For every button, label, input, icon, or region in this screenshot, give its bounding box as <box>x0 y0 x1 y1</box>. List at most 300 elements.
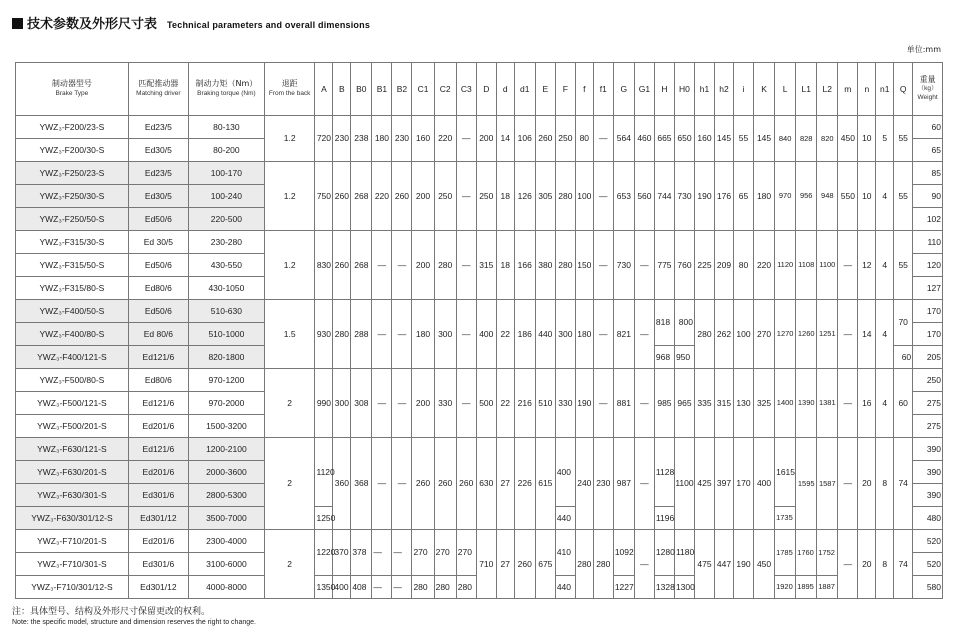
dim-cell: 55 <box>733 116 753 162</box>
header-col: n1 <box>876 63 894 116</box>
dim-cell: 1180 <box>674 530 694 576</box>
dim-cell: 830 <box>315 231 333 300</box>
weight-cell: 90 <box>913 185 943 208</box>
dim-cell: 730 <box>674 162 694 231</box>
back-cell: 2 <box>264 530 315 599</box>
dim-cell: 100 <box>575 162 593 231</box>
dim-cell: 305 <box>535 162 555 231</box>
dim-cell: 1092 <box>613 530 634 576</box>
header-col: Q <box>894 63 913 116</box>
dim-cell: 828 <box>796 116 817 162</box>
dim-cell: 564 <box>613 116 634 162</box>
model-cell: YWZ₃-F200/30-S <box>16 139 129 162</box>
dim-cell: — <box>456 300 476 369</box>
dim-cell: 200 <box>412 231 434 300</box>
dim-cell: 1100 <box>674 438 694 530</box>
header-col: K <box>754 63 775 116</box>
model-cell: YWZ₃-F630/301/12-S <box>16 507 129 530</box>
dim-cell: 230 <box>333 116 351 162</box>
torque-cell: 2000-3600 <box>188 461 264 484</box>
dim-cell: 8 <box>876 530 894 599</box>
header-col: B2 <box>392 63 412 116</box>
dim-cell: 4 <box>876 300 894 369</box>
model-cell: YWZ₃-F710/201-S <box>16 530 129 553</box>
dim-cell: — <box>392 438 412 530</box>
dim-cell: 240 <box>575 438 593 530</box>
dim-cell: 630 <box>476 438 496 530</box>
header-col: C2 <box>434 63 456 116</box>
dim-cell: 956 <box>796 162 817 231</box>
dim-cell: 8 <box>876 438 894 530</box>
dim-cell: 270 <box>754 300 775 369</box>
header-col: m <box>838 63 858 116</box>
header-col: F <box>555 63 575 116</box>
driver-cell: Ed30/5 <box>128 139 188 162</box>
dim-cell: 930 <box>315 300 333 369</box>
dim-cell: 74 <box>894 438 913 530</box>
dim-cell: 260 <box>392 162 412 231</box>
dim-cell: — <box>593 231 613 300</box>
title-en: Technical parameters and overall dimensions <box>167 20 371 30</box>
driver-cell: Ed 80/6 <box>128 323 188 346</box>
dim-cell: 1280 <box>654 530 674 576</box>
model-cell: YWZ₃-F200/23-S <box>16 116 129 139</box>
dim-cell: 1120 <box>315 438 333 507</box>
dim-cell: 106 <box>514 116 535 162</box>
dim-cell: — <box>372 530 392 576</box>
dim-cell: 260 <box>412 438 434 530</box>
weight-cell: 275 <box>913 415 943 438</box>
dim-cell: 360 <box>333 438 351 530</box>
dim-cell: 260 <box>333 162 351 231</box>
table-row <box>16 438 943 461</box>
dim-cell: 550 <box>838 162 858 231</box>
document-title <box>12 13 370 33</box>
dim-cell: 280 <box>412 576 434 599</box>
dim-cell: 27 <box>496 438 514 530</box>
dim-cell: 440 <box>555 576 575 599</box>
dim-cell: 4 <box>876 162 894 231</box>
dim-cell: 760 <box>674 231 694 300</box>
driver-cell: Ed30/5 <box>128 185 188 208</box>
torque-cell: 230-280 <box>188 231 264 254</box>
dim-cell: 1196 <box>654 507 674 530</box>
dim-cell: 1108 <box>796 231 817 300</box>
dim-cell: 368 <box>351 438 372 530</box>
dim-cell: 260 <box>535 116 555 162</box>
model-cell: YWZ₃-F710/301/12-S <box>16 576 129 599</box>
dim-cell: 145 <box>754 116 775 162</box>
dim-cell: 250 <box>555 116 575 162</box>
torque-cell: 3500-7000 <box>188 507 264 530</box>
dim-cell: 1390 <box>796 369 817 438</box>
weight-cell: 580 <box>913 576 943 599</box>
driver-cell: Ed50/6 <box>128 208 188 231</box>
dim-cell: 280 <box>434 231 456 300</box>
dim-cell: 400 <box>333 576 351 599</box>
dim-cell: 970 <box>775 162 796 231</box>
dim-cell: 270 <box>434 530 456 576</box>
dim-cell: 450 <box>838 116 858 162</box>
dim-cell: 881 <box>613 369 634 438</box>
dim-cell: 1260 <box>796 300 817 369</box>
dim-cell: 260 <box>434 438 456 530</box>
dim-cell: 18 <box>496 231 514 300</box>
driver-cell: Ed121/6 <box>128 346 188 369</box>
dim-cell: 615 <box>535 438 555 530</box>
dim-cell: — <box>838 231 858 300</box>
title-bullet-square <box>12 18 23 29</box>
dim-cell: 65 <box>733 162 753 231</box>
driver-cell: Ed80/6 <box>128 277 188 300</box>
dim-cell: 160 <box>694 116 714 162</box>
weight-cell: 390 <box>913 484 943 507</box>
dim-cell: 447 <box>715 530 734 599</box>
dim-cell: 55 <box>894 116 913 162</box>
dim-cell: 400 <box>754 438 775 530</box>
dim-cell: — <box>593 116 613 162</box>
dim-cell: 410 <box>555 530 575 576</box>
dim-cell: 987 <box>613 438 634 530</box>
back-cell: 1.2 <box>264 231 315 300</box>
dim-cell: 190 <box>575 369 593 438</box>
weight-cell: 390 <box>913 461 943 484</box>
back-cell: 1.5 <box>264 300 315 369</box>
dim-cell: 130 <box>733 369 753 438</box>
dim-cell: 1595 <box>796 438 817 530</box>
driver-cell: Ed 30/5 <box>128 231 188 254</box>
header-col: G <box>613 63 634 116</box>
dim-cell: 238 <box>351 116 372 162</box>
dim-cell: 200 <box>476 116 496 162</box>
dim-cell: 335 <box>694 369 714 438</box>
header-col: d <box>496 63 514 116</box>
dim-cell: 270 <box>456 530 476 576</box>
dim-cell: 145 <box>715 116 734 162</box>
dim-cell: 1895 <box>796 576 817 599</box>
dim-cell: 176 <box>715 162 734 231</box>
dim-cell: 1381 <box>817 369 838 438</box>
dim-cell: 220 <box>434 116 456 162</box>
dim-cell: 280 <box>434 576 456 599</box>
header-col: L1 <box>796 63 817 116</box>
dim-cell: 1400 <box>775 369 796 438</box>
dim-cell: 744 <box>654 162 674 231</box>
dim-cell: 180 <box>754 162 775 231</box>
table-row <box>16 116 943 139</box>
dim-cell: 280 <box>456 576 476 599</box>
weight-cell: 170 <box>913 300 943 323</box>
dim-cell: 200 <box>412 369 434 438</box>
dim-cell: 330 <box>434 369 456 438</box>
model-cell: YWZ₃-F315/50-S <box>16 254 129 277</box>
dim-cell: 226 <box>514 438 535 530</box>
header-col: L <box>775 63 796 116</box>
dim-cell: 1100 <box>817 231 838 300</box>
dim-cell: 10 <box>858 162 876 231</box>
header-col: d1 <box>514 63 535 116</box>
dim-cell: 1250 <box>315 507 333 530</box>
dim-cell: 16 <box>858 369 876 438</box>
dim-cell: 10 <box>858 116 876 162</box>
model-cell: YWZ₃-F500/80-S <box>16 369 129 392</box>
dim-cell: 22 <box>496 300 514 369</box>
dim-cell: 1587 <box>817 438 838 530</box>
dim-cell: 230 <box>593 438 613 530</box>
footnote <box>12 604 256 626</box>
dim-cell: 100 <box>733 300 753 369</box>
dim-cell: 260 <box>333 231 351 300</box>
dim-cell: 4 <box>876 231 894 300</box>
dim-cell: 750 <box>315 162 333 231</box>
driver-cell: Ed23/5 <box>128 162 188 185</box>
dim-cell: 209 <box>715 231 734 300</box>
dim-cell: 325 <box>754 369 775 438</box>
dim-cell: — <box>593 369 613 438</box>
dim-cell: 80 <box>575 116 593 162</box>
dim-cell: 1128 <box>654 438 674 507</box>
dim-cell: 180 <box>412 300 434 369</box>
dim-cell: 653 <box>613 162 634 231</box>
model-cell: YWZ₃-F400/121-S <box>16 346 129 369</box>
dim-cell: 1920 <box>775 576 796 599</box>
dim-cell: 821 <box>613 300 634 369</box>
driver-cell: Ed80/6 <box>128 369 188 392</box>
dim-cell: 315 <box>715 369 734 438</box>
model-cell: YWZ₃-F250/50-S <box>16 208 129 231</box>
dim-cell: — <box>392 369 412 438</box>
weight-cell: 110 <box>913 231 943 254</box>
torque-cell: 2300-4000 <box>188 530 264 553</box>
dim-cell: 60 <box>894 346 913 369</box>
dim-cell: 440 <box>555 507 575 530</box>
dim-cell: 1752 <box>817 530 838 576</box>
torque-cell: 820-1800 <box>188 346 264 369</box>
dim-cell: 170 <box>733 438 753 530</box>
dim-cell: 948 <box>817 162 838 231</box>
dim-cell: — <box>372 300 392 369</box>
weight-cell: 85 <box>913 162 943 185</box>
dim-cell: 990 <box>315 369 333 438</box>
dim-cell: 22 <box>496 369 514 438</box>
dim-cell: 1251 <box>817 300 838 369</box>
weight-cell: 205 <box>913 346 943 369</box>
header-weight: 重量 （kg） Weight <box>913 63 943 116</box>
footnote-en: Note: the specific model, structure and dimension reserves the right to change. <box>12 619 256 626</box>
dim-cell: 985 <box>654 369 674 438</box>
table-row <box>16 231 943 254</box>
dim-cell: 408 <box>351 576 372 599</box>
header-col: H <box>654 63 674 116</box>
dim-cell: 186 <box>514 300 535 369</box>
torque-cell: 1500-3200 <box>188 415 264 438</box>
model-cell: YWZ₃-F400/80-S <box>16 323 129 346</box>
dim-cell: — <box>372 438 392 530</box>
dim-cell: 260 <box>456 438 476 530</box>
weight-cell: 390 <box>913 438 943 461</box>
weight-cell: 170 <box>913 323 943 346</box>
model-cell: YWZ₃-F630/201-S <box>16 461 129 484</box>
dim-cell: 27 <box>496 530 514 599</box>
dim-cell: 14 <box>858 300 876 369</box>
header-col: n <box>858 63 876 116</box>
dim-cell: 180 <box>372 116 392 162</box>
header-col: G1 <box>634 63 654 116</box>
dim-cell: 1300 <box>674 576 694 599</box>
weight-cell: 102 <box>913 208 943 231</box>
back-cell: 1.2 <box>264 116 315 162</box>
dim-cell: 1760 <box>796 530 817 576</box>
dim-cell: 1735 <box>775 507 796 530</box>
dim-cell: 400 <box>555 438 575 507</box>
dim-cell: — <box>593 300 613 369</box>
dim-cell: — <box>456 369 476 438</box>
table-row <box>16 162 943 185</box>
back-cell: 2 <box>264 438 315 530</box>
dim-cell: 300 <box>434 300 456 369</box>
dim-cell: — <box>372 576 392 599</box>
torque-cell: 100-240 <box>188 185 264 208</box>
header-col: h1 <box>694 63 714 116</box>
torque-cell: 80-200 <box>188 139 264 162</box>
dim-cell: 720 <box>315 116 333 162</box>
torque-cell: 510-1000 <box>188 323 264 346</box>
dim-cell: 230 <box>392 116 412 162</box>
dim-cell: 1887 <box>817 576 838 599</box>
model-cell: YWZ₃-F710/301-S <box>16 553 129 576</box>
dim-cell: — <box>456 116 476 162</box>
weight-cell: 60 <box>913 116 943 139</box>
header-col: f1 <box>593 63 613 116</box>
dim-cell: 280 <box>555 231 575 300</box>
driver-cell: Ed201/6 <box>128 530 188 553</box>
dim-cell: 308 <box>351 369 372 438</box>
weight-cell: 480 <box>913 507 943 530</box>
dim-cell: 1220 <box>315 530 333 576</box>
header-col: H0 <box>674 63 694 116</box>
dim-cell: 425 <box>694 438 714 530</box>
dim-cell: 370 <box>333 530 351 576</box>
dim-cell: 397 <box>715 438 734 530</box>
header-driver: 匹配推动器 Matching driver <box>128 63 188 116</box>
model-cell: YWZ₃-F630/301-S <box>16 484 129 507</box>
model-cell: YWZ₃-F500/201-S <box>16 415 129 438</box>
torque-cell: 220-500 <box>188 208 264 231</box>
dim-cell: — <box>392 576 412 599</box>
dim-cell: 260 <box>514 530 535 599</box>
dim-cell: 166 <box>514 231 535 300</box>
dim-cell: 1615 <box>775 438 796 507</box>
dim-cell: — <box>634 438 654 530</box>
model-cell: YWZ₃-F400/50-S <box>16 300 129 323</box>
table-row <box>16 530 943 553</box>
dim-cell: 965 <box>674 369 694 438</box>
header-col: C1 <box>412 63 434 116</box>
torque-cell: 3100-6000 <box>188 553 264 576</box>
dim-cell: 190 <box>733 530 753 599</box>
dim-cell: 380 <box>535 231 555 300</box>
header-col: A <box>315 63 333 116</box>
header-col: C3 <box>456 63 476 116</box>
torque-cell: 4000-8000 <box>188 576 264 599</box>
dim-cell: 400 <box>476 300 496 369</box>
driver-cell: Ed201/6 <box>128 415 188 438</box>
torque-cell: 430-1050 <box>188 277 264 300</box>
dim-cell: — <box>838 300 858 369</box>
torque-cell: 2800-5300 <box>188 484 264 507</box>
dim-cell: 190 <box>694 162 714 231</box>
weight-cell: 520 <box>913 553 943 576</box>
dim-cell: 160 <box>412 116 434 162</box>
dim-cell: 950 <box>674 346 694 369</box>
dim-cell: — <box>838 530 858 599</box>
model-cell: YWZ₃-F250/23-S <box>16 162 129 185</box>
dim-cell: 268 <box>351 231 372 300</box>
table-row <box>16 369 943 392</box>
dim-cell: 280 <box>694 300 714 369</box>
dim-cell: 560 <box>634 162 654 231</box>
dim-cell: 665 <box>654 116 674 162</box>
dim-cell: — <box>634 300 654 369</box>
dim-cell: 300 <box>555 300 575 369</box>
driver-cell: Ed301/6 <box>128 484 188 507</box>
dim-cell: 280 <box>575 530 593 599</box>
header-col: B0 <box>351 63 372 116</box>
dim-cell: 450 <box>754 530 775 599</box>
dim-cell: 4 <box>876 369 894 438</box>
dim-cell: — <box>456 231 476 300</box>
dim-cell: 280 <box>593 530 613 599</box>
dim-cell: 74 <box>894 530 913 599</box>
dim-cell: 440 <box>535 300 555 369</box>
header-col: L2 <box>817 63 838 116</box>
header-model: 制动器型号 Brake Type <box>16 63 129 116</box>
model-cell: YWZ₃-F315/30-S <box>16 231 129 254</box>
footnote-zh: 注：具体型号、结构及外形尺寸保留更改的权利。 <box>12 607 211 617</box>
dim-cell: 55 <box>894 162 913 231</box>
dim-cell: 225 <box>694 231 714 300</box>
header-col: h2 <box>715 63 734 116</box>
dim-cell: 20 <box>858 530 876 599</box>
dim-cell: 262 <box>715 300 734 369</box>
dim-cell: 216 <box>514 369 535 438</box>
model-cell: YWZ₃-F250/30-S <box>16 185 129 208</box>
dim-cell: 300 <box>333 369 351 438</box>
dim-cell: 14 <box>496 116 514 162</box>
driver-cell: Ed301/12 <box>128 576 188 599</box>
torque-cell: 1200-2100 <box>188 438 264 461</box>
table-row <box>16 300 943 323</box>
spec-table <box>15 62 943 599</box>
dim-cell: 1120 <box>775 231 796 300</box>
dim-cell: 840 <box>775 116 796 162</box>
dim-cell: 330 <box>555 369 575 438</box>
header-torque: 制动力矩（Nm） Braking torque (Nm) <box>188 63 264 116</box>
back-cell: 1.2 <box>264 162 315 231</box>
model-cell: YWZ₃-F315/80-S <box>16 277 129 300</box>
weight-cell: 120 <box>913 254 943 277</box>
dim-cell: 818 <box>654 300 674 346</box>
dim-cell: 475 <box>694 530 714 599</box>
dim-cell: 378 <box>351 530 372 576</box>
dim-cell: — <box>593 162 613 231</box>
driver-cell: Ed121/6 <box>128 392 188 415</box>
dim-cell: 60 <box>894 369 913 438</box>
driver-cell: Ed301/12 <box>128 507 188 530</box>
torque-cell: 510-630 <box>188 300 264 323</box>
dim-cell: 288 <box>351 300 372 369</box>
dim-cell: — <box>838 369 858 438</box>
